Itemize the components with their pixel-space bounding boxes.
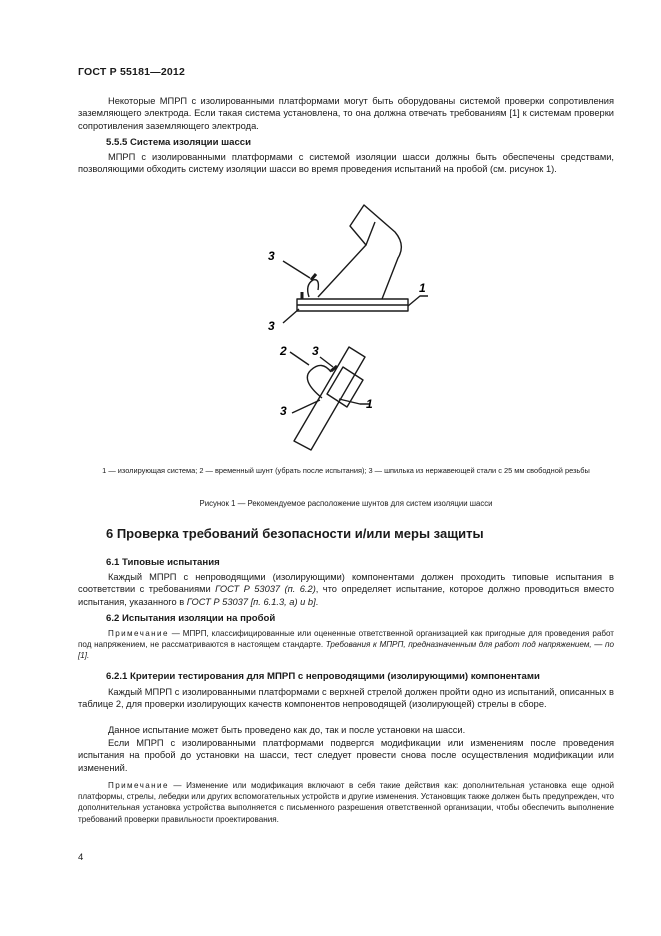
intro-paragraph: Некоторые МПРП с изолированными платформами могут быть оборудованы системой проверки сопротивления заземляющего электрода. Если такая система установлена, то она должна отвечать требованиям [1] к системам проверки сопротивления заземляющего электрода. bbox=[78, 96, 614, 131]
section-6-2-note bbox=[78, 628, 614, 662]
note-text: — МПРП, классифицированные или оцененные ответственной организацией как пригодные для проведения работ под напряжением, не рассматриваются в настоящем стандарте. bbox=[78, 629, 614, 650]
document-header: ГОСТ Р 55181—2012 bbox=[78, 66, 186, 78]
s61-text-a: Каждый МПРП с непроводящими (изолирующими) компонентами должен проходить типовые испытания в соответствии с требованиями bbox=[78, 572, 614, 595]
section-5-5-5-paragraph: МПРП с изолированными платформами с системой изоляции шасси должны быть обеспечены средствами, позволяющими обходить систему изоляции шасси во время проведения испытаний на пробой (см. рисунок 1). bbox=[78, 152, 614, 175]
section-6-2-1-paragraph-3: Если МПРП с изолированными платформами подвергся модификации или изменениям после проведения испытания на пробой до установки на шасси, тест следует провести снова после осуществления модификации или изменений. bbox=[78, 738, 614, 773]
upper-arm bbox=[318, 205, 401, 299]
s61-text-c: . bbox=[315, 596, 319, 607]
section-6-2-heading: 6.2 Испытания изоляции на пробой bbox=[106, 613, 276, 624]
figure-caption: Рисунок 1 — Рекомендуемое расположение шунтов для систем изоляции шасси bbox=[199, 499, 493, 508]
upper-arm-edge bbox=[366, 222, 375, 245]
fig-label-3d: 3 bbox=[280, 404, 287, 418]
note-label-2: Примечание bbox=[108, 781, 169, 790]
leader-2 bbox=[290, 352, 309, 365]
top-shunt-wire bbox=[308, 280, 319, 297]
leader-3-c bbox=[292, 400, 320, 413]
section-6-2-1-paragraph-2: Данное испытание может быть проведено как до, так и после установки на шасси. bbox=[108, 725, 466, 735]
s61-ref-2: ГОСТ Р 53037 [п. 6.1.3, а) и b] bbox=[186, 596, 316, 607]
section-6-2-1-note bbox=[78, 780, 614, 825]
leader-3-upper bbox=[283, 261, 310, 278]
leader-1-top bbox=[408, 296, 428, 306]
note-label: Примечание bbox=[108, 629, 169, 638]
fig-label-2: 2 bbox=[280, 344, 287, 358]
s61-text-b: , что определяет испытание, которое должно проводиться вместо испытания, указанного в bbox=[78, 584, 615, 607]
section-5-5-5-heading: 5.5.5 Система изоляции шасси bbox=[106, 137, 252, 148]
leader-3-lower bbox=[283, 309, 299, 323]
fig-label-3a: 3 bbox=[268, 249, 275, 263]
section-6-heading: 6 Проверка требований безопасности и/или меры защиты bbox=[106, 526, 484, 541]
section-6-1-heading: 6.1 Типовые испытания bbox=[106, 557, 220, 568]
section-6-2-1-paragraph-1: Каждый МПРП с изолированными платформами с верхней стрелой должен пройти одно из испытаний, описанных в таблице 2, для проверки изолирующих качеств компонентов непроводящей (изолирующей) стрелы в сборе. bbox=[78, 687, 614, 710]
figure-legend: 1 — изолирующая система; 2 — временный шунт (убрать после испытания); 3 — шпилька из нержавеющей стали с 25 мм свободной резьбы bbox=[102, 466, 590, 475]
fig-label-3b: 3 bbox=[268, 319, 275, 333]
note-italic: Требования к МПРП, предназначенным для работ под напряжением, — по [1]. bbox=[78, 640, 614, 661]
page-number: 4 bbox=[78, 852, 84, 863]
section-6-2-1-heading: 6.2.1 Критерии тестирования для МПРП с непроводящими (изолирующими) компонентами bbox=[106, 671, 540, 682]
fig-label-3c: 3 bbox=[312, 344, 319, 358]
note-text-2: — Изменение или модификация включают в себя такие действия как: дополнительная установка еще одной платформы, стрелы, лебедки или других вспомогательных устройств и другие изменения. Установщик также должен быть предупрежден, что дополнительная установка устройства выполняется с письменного разрешения ответственной организации, чтобы обеспечить выполнение требований проверки правильности проектирования. bbox=[78, 781, 614, 824]
s61-ref-1: ГОСТ Р 53037 (п. 6.2) bbox=[215, 584, 316, 595]
fig-label-1a: 1 bbox=[419, 281, 426, 295]
section-6-1-paragraph bbox=[78, 571, 614, 608]
fig-label-1b: 1 bbox=[366, 397, 373, 411]
